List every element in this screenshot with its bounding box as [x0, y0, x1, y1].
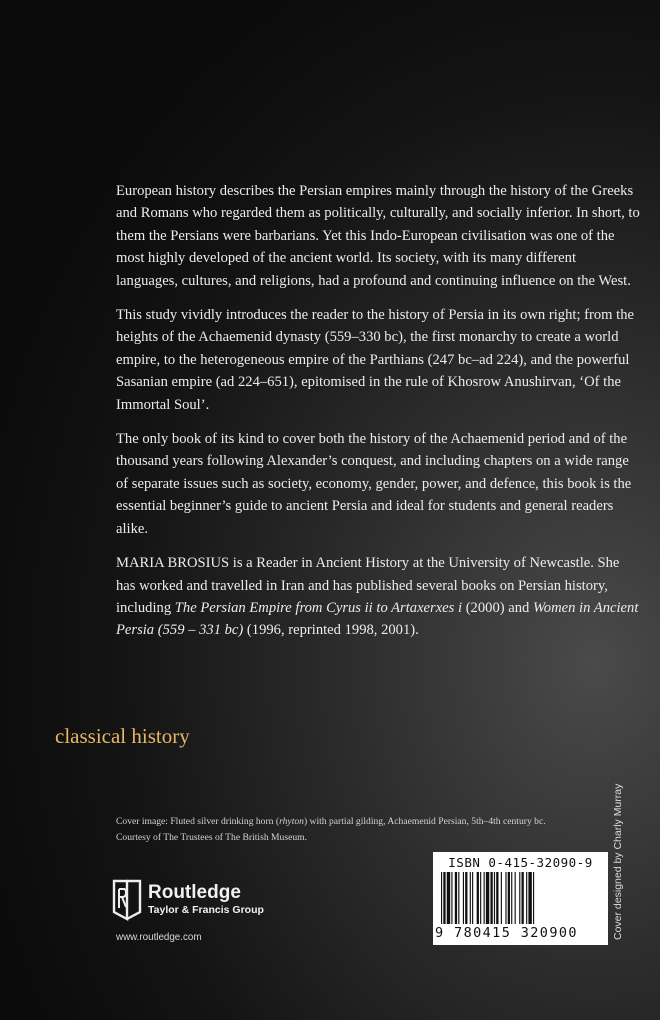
book-title-1-year: (2000) and: [462, 599, 533, 616]
barcode-bar: [528, 872, 531, 924]
barcode-bar: [470, 872, 471, 924]
isbn-barcode: [433, 852, 608, 945]
barcode-bar: [458, 872, 459, 924]
back-cover-blurb: [116, 180, 640, 654]
cover-designer-credit: Cover designed by Charly Murray: [612, 783, 624, 940]
barcode-bar: [447, 872, 450, 924]
barcode-bar: [463, 872, 464, 924]
cover-image-credit: [116, 814, 616, 846]
cover-credit-suffix: ) with partial gilding, Achaemenid Persian, 5th–4th century bc.: [303, 816, 546, 827]
barcode-bar: [465, 872, 467, 924]
routledge-logo-icon: [112, 878, 142, 922]
isbn-digits: 9 780415 320900: [435, 925, 578, 941]
barcode-bar: [472, 872, 473, 924]
genre-label: classical history: [55, 724, 190, 748]
author-bio-tail: (1996, reprinted 1998, 2001).: [243, 622, 419, 639]
barcode-bar: [508, 872, 510, 924]
barcode-bar: [522, 872, 524, 924]
cover-credit-line-2: Courtesy of The Trustees of The British Museum.: [116, 832, 307, 843]
blurb-paragraph-2: This study vividly introduces the reader to the history of Persia in its own right; from the heights of the Achaemenid dynasty (559–330 bc), the first monarchy to create a world empire, to the heterogeneous empire of the Parthians (247 bc–ad 224), and the powerful Sasanian empire (ad 224–651), epitomised in the rule of Khosrow Anushirvan, ‘Of the Immortal Soul’.: [116, 307, 634, 413]
publisher-title: Routledge: [148, 882, 241, 903]
author-bio-lead: MARIA BROSIUS is a Reader in Ancient History at the University of Newcastle. She has worked and travelled in Iran and has published several books on Persian history, including: [116, 555, 620, 616]
cover-credit-line-1: [116, 814, 616, 830]
publisher-website: www.routledge.com: [116, 932, 202, 943]
barcode-bar: [501, 872, 502, 924]
publisher-group: Taylor & Francis Group: [148, 904, 264, 916]
book-title-2: Women in Ancient Persia (559 – 331 bc): [116, 599, 639, 639]
barcode-bar: [443, 872, 445, 924]
author-bio: [116, 552, 640, 642]
barcode-bar: [455, 872, 457, 924]
barcode-bar: [484, 872, 485, 924]
cover-credit-prefix: Cover image: Fluted silver drinking horn (: [116, 816, 280, 827]
blurb-paragraph-3: The only book of its kind to cover both the history of the Achaemenid period and of the thousand years following Alexander’s conquest, and including chapters on a wide range of separate issues such as society, economy, gender, power, and defence, this book is the essential beginner’s guide to ancient Persia and ideal for students and general readers alike.: [116, 431, 632, 537]
barcode-bar: [480, 872, 481, 924]
cover-credit-rhyton: rhyton: [279, 816, 304, 827]
barcode-bar: [533, 872, 534, 924]
isbn-label: ISBN 0-415-32090-9: [448, 855, 593, 870]
barcode-bar: [494, 872, 495, 924]
barcode-bar: [490, 872, 492, 924]
publisher-name: [148, 883, 264, 917]
barcode-bar: [511, 872, 512, 924]
barcode-bar: [505, 872, 506, 924]
publisher-block: [112, 878, 264, 922]
barcode-bar: [486, 872, 489, 924]
barcode-bar: [451, 872, 452, 924]
barcode-bar: [519, 872, 520, 924]
barcode-bar: [526, 872, 527, 924]
barcode-bars: [441, 872, 600, 924]
barcode-bar: [477, 872, 479, 924]
barcode-bar: [441, 872, 442, 924]
barcode-bar: [515, 872, 516, 924]
blurb-paragraph-1: European history describes the Persian empires mainly through the history of the Greeks and Romans who regarded them as politically, culturally, and socially inferior. In short, to them the Persians were barbarians. Yet this Indo-European civilisation was one of the most highly developed of the ancient world. Its society, with its many different languages, cultures, and religions, had a profound and continuing influence on the West.: [116, 183, 640, 289]
barcode-bar: [496, 872, 498, 924]
book-title-1: The Persian Empire from Cyrus ii to Artaxerxes i: [174, 599, 463, 616]
